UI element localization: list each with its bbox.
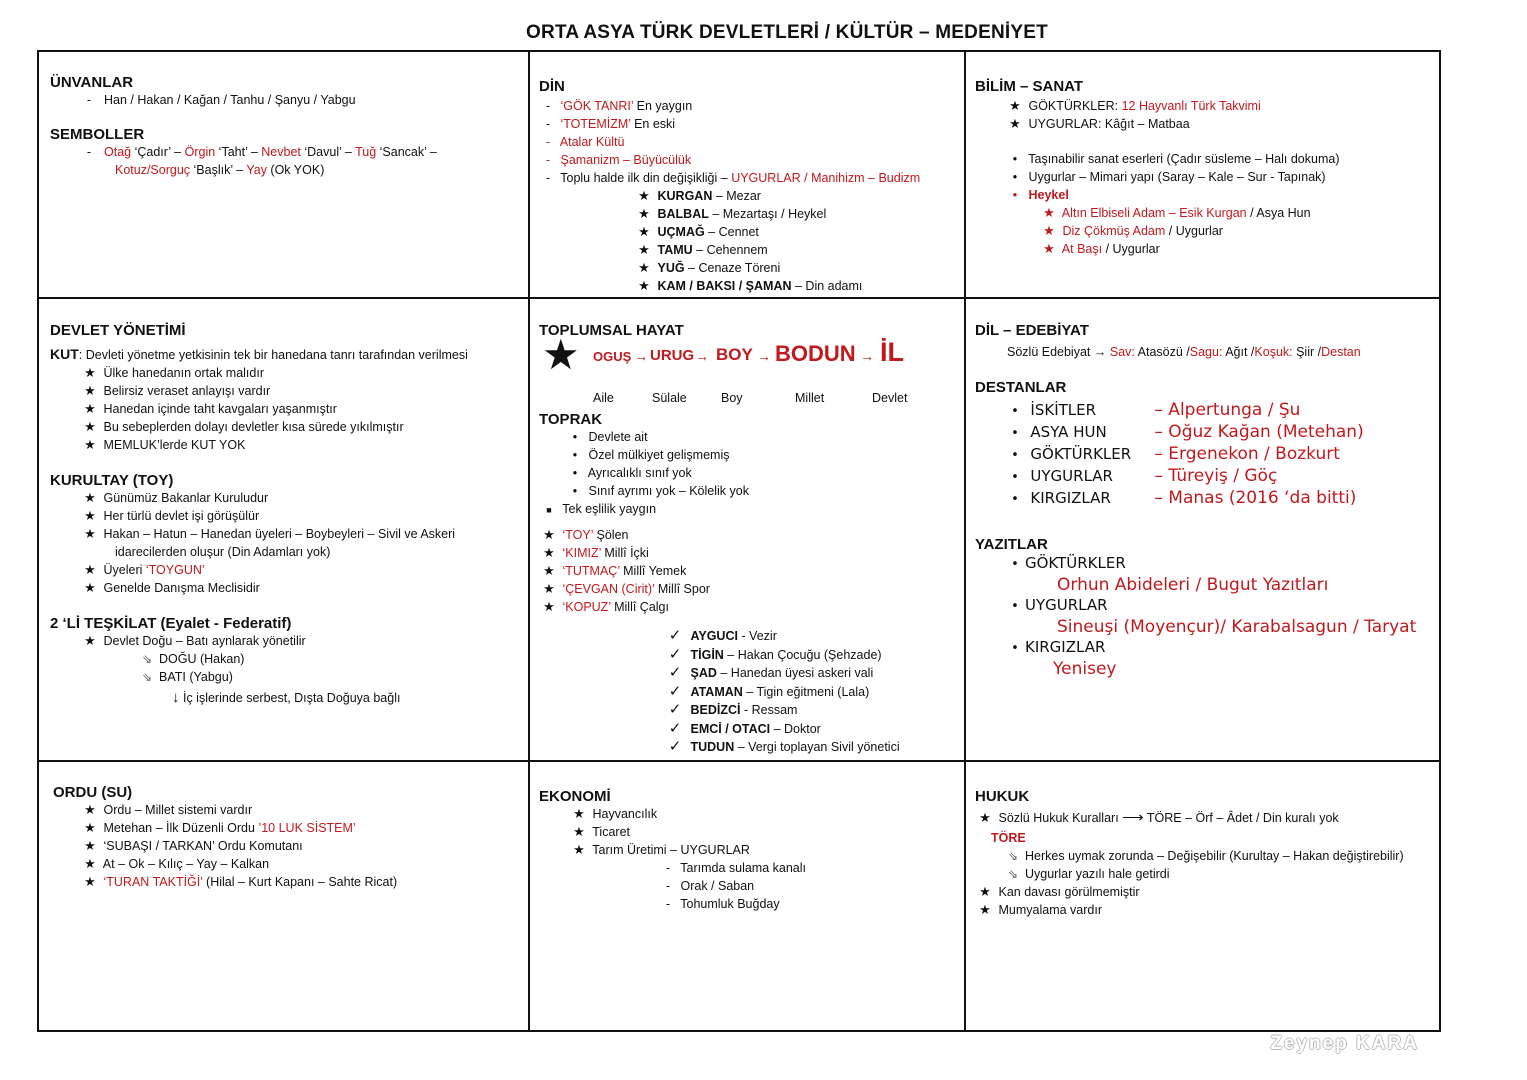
chain-urug: URUG	[650, 347, 695, 364]
ordu-heading: ORDU (SU)	[53, 784, 133, 801]
hukuk-heading: HUKUK	[975, 788, 1030, 805]
teskilat-heading: 2 ‘Lİ TEŞKİLAT (Eyalet - Federatif)	[50, 615, 292, 632]
list-item: ★ Hakan – Hatun – Hanedan üyeleri – Boybeyleri – Sivil ve Askeri	[84, 526, 456, 541]
list-item: ★ Ordu – Millet sistemi vardır	[84, 802, 253, 817]
list-item: - Tohumluk Buğday	[665, 897, 780, 911]
list-item: • Özel mülkiyet gelişmemiş	[572, 448, 730, 462]
summary-grid	[37, 50, 1441, 1032]
divider	[528, 52, 530, 1030]
list-item: • KIRGIZLAR	[1011, 638, 1106, 656]
list-item: ★ ‘KIMIZ’ Millî İçki	[543, 545, 649, 560]
chain-il: İL	[880, 337, 904, 367]
toprak-list	[565, 428, 959, 500]
list-item: ★ Ülke hanedanın ortak malıdır	[84, 365, 264, 380]
list-item: - Tarımda sulama kanalı	[665, 861, 807, 875]
list-item: ★ Ticaret	[573, 824, 630, 839]
divider	[39, 760, 1439, 762]
list-item: ★ Hayvancılık	[573, 806, 658, 821]
unvanlar-heading: ÜNVANLAR	[50, 74, 134, 91]
list-item: ★ ‘KOPUZ’ Millî Çalgı	[543, 599, 669, 614]
toplumsal-section	[539, 322, 959, 757]
chain-labels: Aile Sülale Boy Millet Devlet	[593, 391, 908, 405]
tore-label: TÖRE	[991, 831, 1026, 845]
dil-heading: DİL – EDEBİYAT	[975, 322, 1089, 339]
devlet-heading: DEVLET YÖNETİMİ	[50, 322, 186, 339]
list-item: ✓ BEDİZCİ - Ressam	[668, 701, 798, 718]
list-item: ★ Devlet Doğu – Batı aynlarak yönetilir	[84, 633, 306, 648]
list-item: • Heykel	[1012, 188, 1069, 202]
social-chain: ★ OGUŞ → URUG → BOY → BODUN → İL	[542, 331, 904, 378]
list-item: ★ At – Ok – Kılıç – Yay – Kalkan	[84, 856, 270, 871]
star-icon: ★	[542, 331, 580, 378]
kurultay-heading: KURULTAY (TOY)	[50, 472, 174, 489]
list-item: - Atalar Kültü	[545, 135, 625, 149]
list-item: ★ Üyeleri ‘TOYGUN’	[84, 562, 205, 577]
down-arrow-icon: ↓	[172, 689, 180, 706]
list-item: • Uygurlar – Mimari yapı (Saray – Kale – Sur - Tapınak)	[1012, 170, 1326, 184]
kurultay-list	[80, 489, 525, 597]
right-arrow-icon: →	[1093, 345, 1110, 359]
list-item: ✓ ŞAD – Hanedan üyesi askeri vali	[668, 664, 874, 681]
culture-list	[539, 526, 959, 616]
list-item: ★ ‘TURAN TAKTİĞİ’ (Hilal – Kurt Kapanı – Sahte Ricat)	[84, 874, 398, 889]
semboller-heading: SEMBOLLER	[50, 126, 145, 143]
list-item: ✓ ATAMAN – Tigin eğitmeni (Lala)	[668, 682, 870, 700]
right-arrow-icon: ⟶	[1122, 809, 1144, 826]
hukuk-section	[975, 788, 1440, 919]
list-item: • İSKİTLER – Alpertunga / Şu	[1011, 400, 1301, 420]
list-item: ✓ EMCİ / OTACI – Doktor	[668, 719, 821, 737]
ekonomi-heading: EKONOMİ	[539, 788, 611, 805]
list-item: ★ Kan davası görülmemiştir	[979, 884, 1140, 899]
list-item: ✓ TUDUN – Vergi toplayan Sivil yönetici	[668, 738, 900, 755]
list-item: • Devlete ait	[572, 430, 648, 444]
ekonomi-list	[569, 805, 959, 859]
list-item: - ‘GÖK TANRI’ En yaygın	[545, 99, 693, 113]
chain-oguş: OGUŞ	[593, 349, 632, 364]
list-item: ■ Tek eşlilik yaygın	[546, 502, 657, 516]
list-item: ★ GÖKTÜRKLER: 12 Hayvanlı Türk Takvimi	[1009, 98, 1261, 113]
list-item: ★ Hanedan içinde taht kavgaları yaşanmıştır	[84, 401, 337, 416]
list-item: • Sınıf ayrımı yok – Kölelik yok	[572, 484, 749, 498]
list-item: ★ ‘ÇEVGAN (Cirit)’ Millî Spor	[543, 581, 710, 596]
ordu-section	[53, 784, 523, 891]
din-heading: DİN	[539, 78, 565, 95]
bilim-heading: BİLİM – SANAT	[975, 78, 1084, 95]
list-item: ★ ‘TUTMAÇ’ Millî Yemek	[543, 563, 687, 578]
ekonomi-sublist	[659, 859, 959, 913]
divider	[964, 52, 966, 1030]
list-item: ★ ‘TOY’ Şölen	[543, 527, 629, 542]
list-item: ⇘ DOĞU (Hakan)	[135, 650, 525, 668]
term-item: ★ TAMU – Cehennem	[638, 242, 768, 257]
list-item: ★ Tarım Üretimi – UYGURLAR	[573, 842, 750, 857]
list-item: ⇘ Uygurlar yazılı hale getirdi	[1001, 865, 1440, 883]
list-item: • GÖKTÜRKLER – Ergenekon / Bozkurt	[1011, 444, 1340, 464]
list-item: ★ Genelde Danışma Meclisidir	[84, 580, 260, 595]
list-item: - Otağ ‘Çadır’ – Örgin ‘Taht’ – Nevbet ‘Davul’ – Tuğ ‘Sancak’ –	[86, 145, 437, 159]
toprak-heading: TOPRAK	[539, 411, 603, 428]
devlet-section	[50, 322, 525, 707]
kut-definition: KUT: Devleti yönetme yetkisinin tek bir hanedana tanrı tarafından verilmesi	[50, 346, 468, 362]
din-section	[539, 78, 959, 295]
list-item: ✓ AYGUCI - Vezir	[668, 627, 777, 644]
author-watermark: Zeynep KARA	[1270, 1033, 1419, 1054]
list-item: ★ Her türlü devlet işi görüşülür	[84, 508, 260, 523]
yazitlar-list	[1005, 553, 1435, 679]
yazitlar-heading: YAZITLAR	[975, 536, 1048, 553]
list-item: • UYGURLAR – Türeyiş / Göç	[1011, 466, 1278, 486]
list-item: • ASYA HUN – Oğuz Kağan (Metehan)	[1011, 422, 1364, 442]
right-arrow-icon: ⇘	[141, 670, 153, 684]
list-item: ✓ TİGİN – Hakan Çocuğu (Şehzade)	[668, 645, 882, 663]
list-item: • GÖKTÜRKLER	[1011, 554, 1126, 572]
list-item: ★ MEMLUK’lerde KUT YOK	[84, 437, 246, 452]
list-item: ⇘ Herkes uymak zorunda – Değişebilir (Kurultay – Hakan değiştirebilir)	[1001, 847, 1440, 865]
list-item: • UYGURLAR	[1011, 596, 1108, 614]
list-item: ★ Diz Çökmüş Adam / Uygurlar	[1043, 223, 1223, 238]
list-item: ★ At Başı / Uygurlar	[1043, 241, 1160, 256]
list-item: • KIRGIZLAR – Manas (2016 ‘da bitti)	[1011, 488, 1357, 508]
right-arrow-icon: ⇘	[141, 652, 153, 666]
term-item: ★ KAM / BAKSI / ŞAMAN – Din adamı	[638, 278, 863, 293]
list-item: ★ Sözlü Hukuk Kuralları ⟶ TÖRE – Örf – Âdet / Din kuralı yok	[979, 809, 1339, 826]
destanlar-heading: DESTANLAR	[975, 379, 1067, 396]
list-item: - Orak / Saban	[665, 879, 755, 893]
titles-list	[663, 627, 959, 757]
list-item: idarecilerden oluşur (Din Adamları yok)	[115, 545, 331, 559]
din-terms	[634, 187, 959, 295]
list-item: Kotuz/Sorguç ‘Başlık’ – Yay (Ok YOK)	[115, 163, 325, 177]
list-item: Orhun Abideleri / Bugut Yazıtları	[1057, 575, 1329, 595]
chain-boy: BOY	[716, 345, 753, 364]
term-item: ★ UÇMAĞ – Cennet	[638, 224, 759, 239]
page-title: ORTA ASYA TÜRK DEVLETLERİ / KÜLTÜR – MEDENİYET	[526, 22, 1048, 43]
chain-bodun: BODUN	[775, 341, 856, 366]
list-item: ⇘ BATI (Yabgu)	[135, 668, 525, 686]
list-item: • Taşınabilir sanat eserleri (Çadır süsleme – Halı dokuma)	[1012, 152, 1340, 166]
list-item: - Şamanizm – Büyücülük	[545, 153, 692, 167]
list-item: ★ Günümüz Bakanlar Kuruludur	[84, 490, 269, 505]
list-item: Yenisey	[1053, 659, 1117, 679]
term-item: ★ BALBAL – Mezartaşı / Heykel	[638, 206, 827, 221]
list-item: ↓ İç işlerinde serbest, Dışta Doğuya bağlı	[172, 689, 401, 706]
unvanlar-section	[50, 74, 520, 179]
right-arrow-icon: ⇘	[1007, 867, 1019, 881]
list-item: Sineuşi (Moyençur)/ Karabalsagun / Taryat	[1057, 617, 1417, 637]
list-item: - Toplu halde ilk din değişikliği – UYGURLAR / Manihizm – Budizm	[545, 171, 921, 185]
list-item: - Han / Hakan / Kağan / Tanhu / Şanyu / Yabgu	[86, 93, 356, 107]
bilim-section	[975, 78, 1435, 258]
kut-list	[80, 364, 525, 454]
list-item: ★ Bu sebeplerden dolayı devletler kısa sürede yıkılmıştır	[84, 419, 404, 434]
list-item: ★ UYGURLAR: Kâğıt – Matbaa	[1009, 116, 1190, 131]
divider	[39, 297, 1439, 299]
right-arrow-icon: ⇘	[1007, 849, 1019, 863]
list-item: • Ayrıcalıklı sınıf yok	[572, 466, 692, 480]
list-item: ★ ‘SUBAŞI / TARKAN’ Ordu Komutanı	[84, 838, 303, 853]
sozlu-edebiyat: Sözlü Edebiyat → Sav: Atasözü /Sagu: Ağıt /Koşuk: Şiir /Destan	[1007, 345, 1361, 359]
list-item: - ‘TOTEMİZM’ En eski	[545, 117, 676, 131]
destanlar-list	[1005, 400, 1435, 510]
dil-section	[975, 322, 1435, 679]
ordu-list	[80, 801, 523, 891]
toplumsal-heading: TOPLUMSAL HAYAT	[539, 322, 684, 339]
term-item: ★ KURGAN – Mezar	[638, 188, 761, 203]
list-item: ★ Metehan – İlk Düzenli Ordu ’10 LUK SİSTEM’	[84, 820, 356, 835]
list-item: ★ Altın Elbiseli Adam – Esik Kurgan / Asya Hun	[1043, 205, 1311, 220]
list-item: ★ Belirsiz veraset anlayışı vardır	[84, 383, 271, 398]
term-item: ★ YUĞ – Cenaze Töreni	[638, 260, 781, 275]
ekonomi-section	[539, 788, 959, 913]
list-item: ★ Mumyalama vardır	[979, 902, 1102, 917]
